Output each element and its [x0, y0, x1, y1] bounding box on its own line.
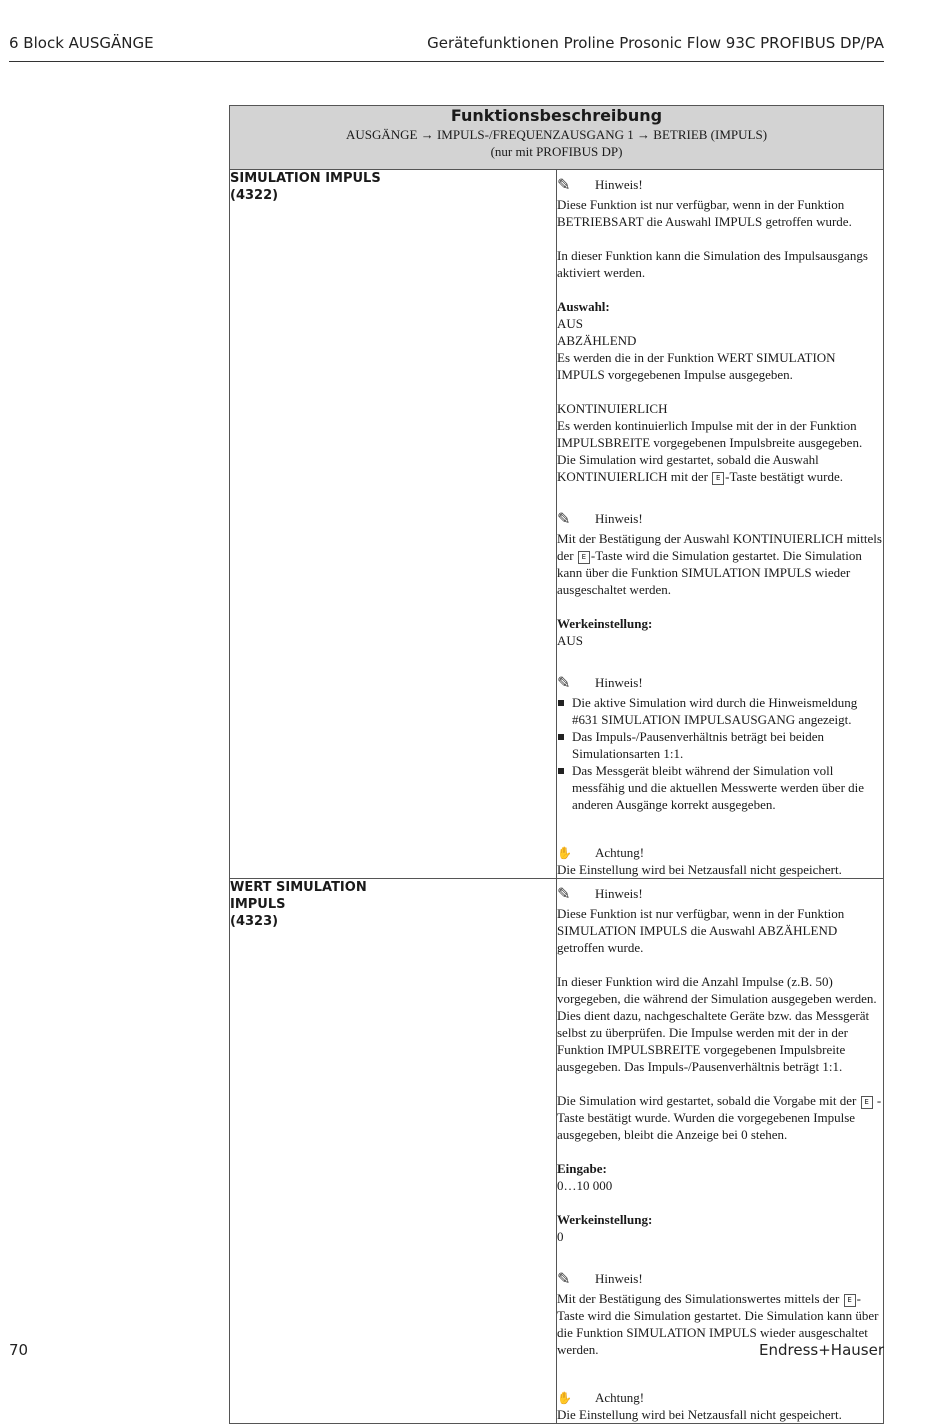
note-bullet-list [557, 694, 883, 813]
intro-text: In dieser Funktion kann die Simulation des Impulsausgangs aktiviert werden. [557, 248, 868, 280]
table-row [230, 170, 884, 879]
function-code: (4322) [230, 188, 279, 203]
list-item: Das Impuls-/Pausenverhältnis beträgt bei beiden Simulationsarten 1:1. [557, 728, 883, 762]
factory-setting-value: 0 [557, 1229, 564, 1244]
pencil-icon: ✎ [557, 509, 571, 529]
note-heading: ✎ Hinweis! [557, 881, 883, 905]
note-text: Mit der Bestätigung der Auswahl KONTINUIERLICH mittels der E -Taste wird die Simulation gestartet. Die Simulation kann über die Funktion SIMULATION IMPULS wieder ausgeschaltet werden. [557, 531, 882, 597]
document-title: Gerätefunktionen Proline Prosonic Flow 93C PROFIBUS DP/PA [427, 34, 884, 52]
factory-setting-label: Werkeinstellung: [557, 1212, 653, 1227]
note-heading: ✎ Hinweis! [557, 670, 883, 694]
function-name-line2: IMPULS [230, 897, 286, 912]
note-heading: ✎ Hinweis! [557, 1266, 883, 1290]
brand-name: Endress+Hauser [759, 1341, 884, 1359]
function-name: WERT SIMULATION [230, 880, 367, 895]
section-title: 6 Block AUSGÄNGE [9, 34, 154, 52]
function-description-cell [557, 170, 884, 879]
enter-key-icon: E [712, 472, 724, 485]
caution-text: Die Einstellung wird bei Netzausfall nicht gespeichert. [557, 1407, 842, 1422]
page-header [9, 32, 884, 56]
caution-heading: ✋ Achtung! [557, 1390, 645, 1405]
enter-key-icon: E [578, 551, 590, 564]
option-kontinuierlich-desc: Es werden kontinuierlich Impulse mit der in der Funktion IMPULSBREITE vorgegebenen Impulsbreite ausgegeben. Die Simulation wird gestartet, sobald die Auswahl KONTINUIERLICH mit der E -Taste bestätigt wurde. [557, 418, 863, 484]
factory-setting-label: Werkeinstellung: [557, 616, 653, 631]
start-text: Die Simulation wird gestartet, sobald die Vorgabe mit der E -Taste bestätigt wurde. Wurden die vorgegebenen Impulse ausgegeben, bleibt die Anzeige bei 0 stehen. [557, 1093, 882, 1142]
page-number: 70 [9, 1341, 29, 1359]
header-divider [9, 61, 884, 62]
list-item: Die aktive Simulation wird durch die Hinweismeldung #631 SIMULATION IMPULSAUSGANG angezeigt. [557, 694, 883, 728]
note-text: Mit der Bestätigung des Simulationswertes mittels der E -Taste wird die Simulation gestartet. Die Simulation kann über die Funktion SIMULATION IMPULS wieder ausgeschaltet werden. [557, 1291, 879, 1357]
function-code: (4323) [230, 914, 279, 929]
enter-key-icon: E [844, 1294, 856, 1307]
pencil-icon: ✎ [557, 175, 571, 195]
input-range: 0…10 000 [557, 1178, 613, 1193]
note-text: Diese Funktion ist nur verfügbar, wenn in der Funktion SIMULATION IMPULS die Auswahl ABZÄHLEND getroffen wurde. [557, 906, 845, 955]
function-name: SIMULATION IMPULS [230, 171, 381, 186]
input-label: Eingabe: [557, 1161, 607, 1176]
factory-setting-value: AUS [557, 633, 584, 648]
option-abzaehlend-desc: Es werden die in der Funktion WERT SIMULATION IMPULS vorgegebenen Impulse ausgegeben. [557, 350, 836, 382]
pencil-icon: ✎ [557, 1269, 571, 1289]
profibus-note: (nur mit PROFIBUS DP) [490, 144, 623, 159]
menu-path: AUSGÄNGE → IMPULS-/FREQUENZAUSGANG 1 → BETRIEB (IMPULS) [345, 127, 768, 142]
caution-heading: ✋ Achtung! [557, 845, 645, 860]
table-title: Funktionsbeschreibung [450, 106, 663, 125]
intro-text: In dieser Funktion wird die Anzahl Impulse (z.B. 50) vorgegeben, die während der Simulation ausgegeben werden. Dies dient dazu, nachgeschaltete Geräte bzw. das Messgerät selbst zu überprüfen. Die Impulse werden mit der in der Funktion IMPULSBREITE vorgegebenen Impulsbreite ausgegeben. Das Impuls-/Pausenverhältnis beträgt 1:1. [557, 974, 877, 1074]
function-name-cell [230, 170, 557, 879]
function-table [229, 105, 884, 1424]
note-text: Diese Funktion ist nur verfügbar, wenn in der Funktion BETRIEBSART die Auswahl IMPULS getroffen wurde. [557, 197, 852, 229]
table-header [230, 106, 884, 170]
option-kontinuierlich: KONTINUIERLICH [557, 401, 668, 416]
note-heading: ✎ Hinweis! [557, 172, 883, 196]
hand-icon: ✋ [557, 1391, 572, 1405]
caution-text: Die Einstellung wird bei Netzausfall nicht gespeichert. [557, 862, 842, 877]
hand-icon: ✋ [557, 846, 572, 860]
option-abzaehlend: ABZÄHLEND [557, 333, 637, 348]
pencil-icon: ✎ [557, 673, 571, 693]
list-item: Das Messgerät bleibt während der Simulation voll messfähig und die aktuellen Messwerte werden über die anderen Ausgänge korrekt ausgegeben. [557, 762, 883, 813]
pencil-icon: ✎ [557, 884, 571, 904]
option-aus: AUS [557, 316, 584, 331]
function-name-cell [230, 879, 557, 1424]
note-heading: ✎ Hinweis! [557, 506, 883, 530]
enter-key-icon: E [861, 1096, 873, 1109]
selection-label: Auswahl: [557, 299, 610, 314]
